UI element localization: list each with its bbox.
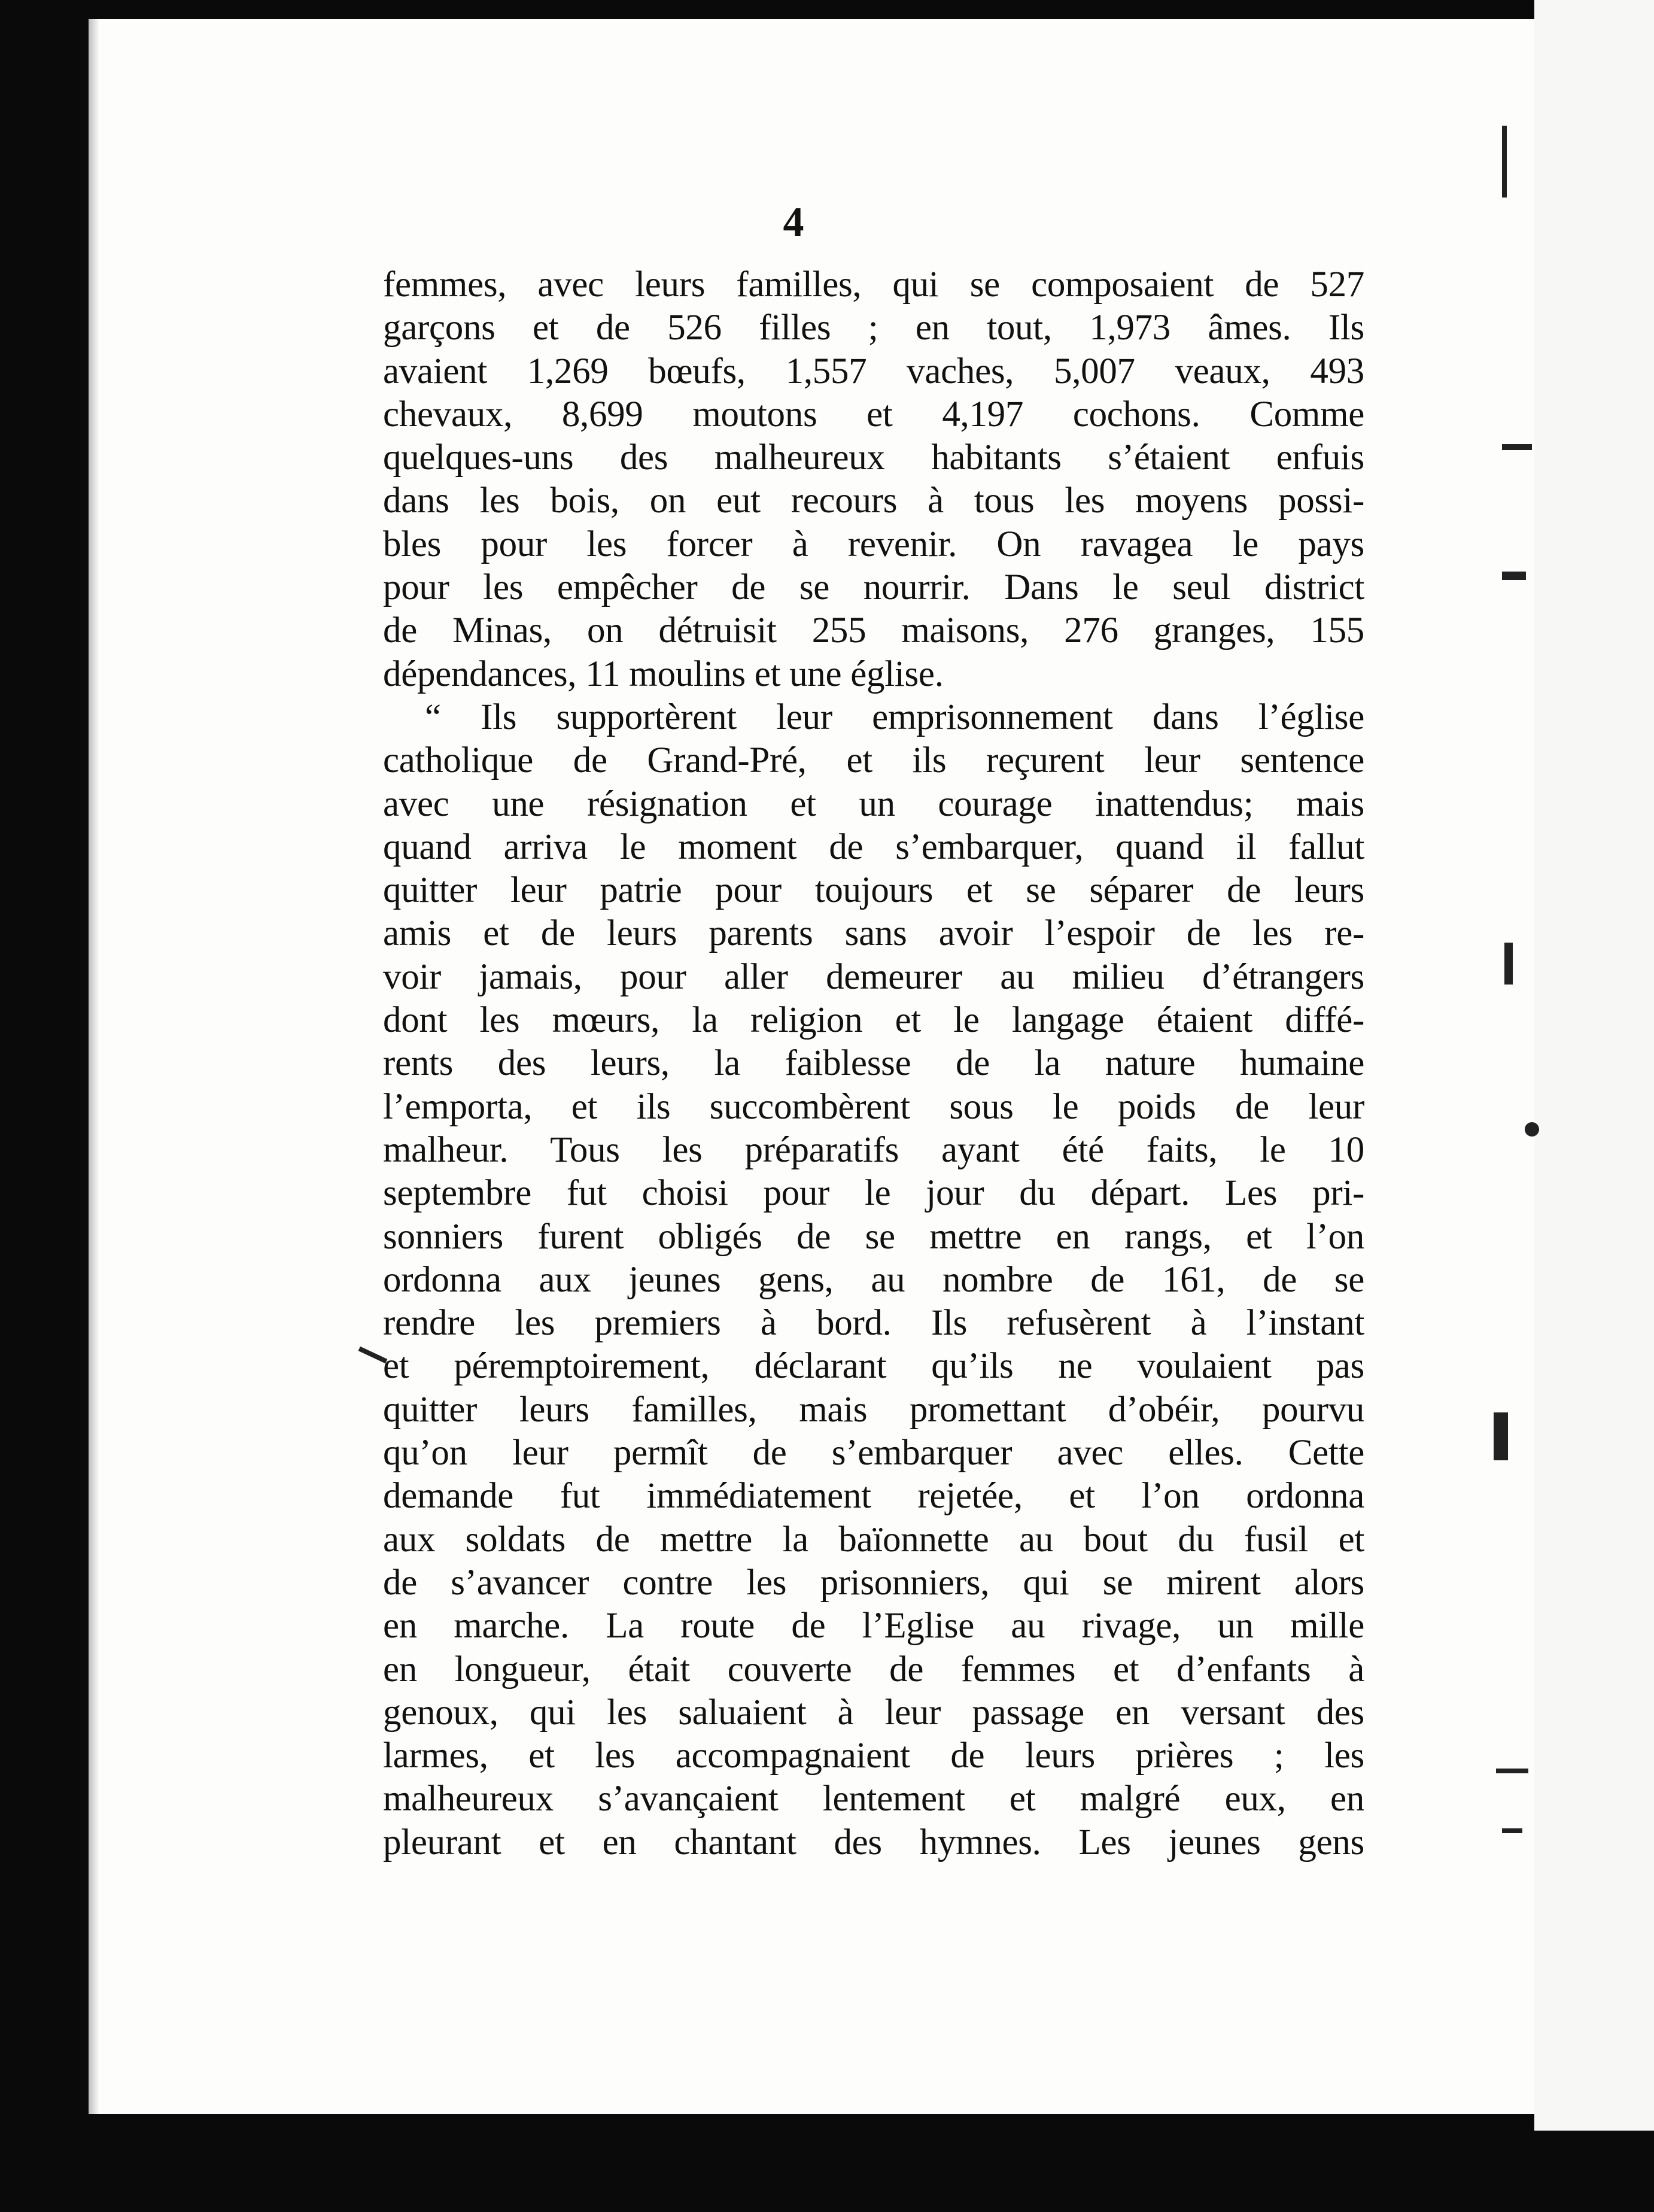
margin-artifact [1496,1769,1528,1773]
text-line: garçons et de 526 filles ; en tout, 1,973 âmes. Ils [383,308,1364,348]
margin-artifact [1494,1412,1508,1460]
text-line: avaient 1,269 bœufs, 1,557 vaches, 5,007 veaux, 493 [383,351,1364,391]
margin-artifact [1502,1828,1522,1833]
text-line: ordonna aux jeunes gens, au nombre de 161, de se [383,1259,1364,1300]
text-line: de s’avancer contre les prisonniers, qui se mirent alors [383,1562,1364,1603]
text-line: sonniers furent obligés de se mettre en rangs, et l’on [383,1216,1364,1257]
text-line: femmes, avec leurs familles, qui se composaient de 527 [383,265,1364,305]
text-line: quitter leur patrie pour toujours et se séparer de leurs [383,870,1364,911]
text-line: quand arriva le moment de s’embarquer, quand il fallut [383,827,1364,867]
right-margin-strip [1534,0,1654,2131]
text-line: septembre fut choisi pour le jour du départ. Les pri- [383,1173,1364,1214]
text-line: en longueur, était couverte de femmes et d’enfants à [383,1649,1364,1690]
text-line: chevaux, 8,699 moutons et 4,197 cochons. Comme [383,394,1364,434]
text-line: quelques-uns des malheureux habitants s’étaient enfuis [383,437,1364,478]
text-line: malheur. Tous les préparatifs ayant été faits, le 10 [383,1129,1364,1170]
text-line: en marche. La route de l’Eglise au rivage, un mille [383,1606,1364,1646]
text-line: de Minas, on détruisit 255 maisons, 276 granges, 155 [383,610,1364,651]
text-line: bles pour les forcer à revenir. On ravagea le pays [383,524,1364,564]
text-line: demande fut immédiatement rejetée, et l’on ordonna [383,1476,1364,1517]
text-line: et péremptoirement, déclarant qu’ils ne voulaient pas [383,1346,1364,1387]
text-line: dont les mœurs, la religion et le langage étaient diffé- [383,1000,1364,1041]
text-line: malheureux s’avançaient lentement et malgré eux, en [383,1779,1364,1819]
text-line: catholique de Grand-Pré, et ils reçurent leur sentence [383,740,1364,781]
text-line: dépendances, 11 moulins et une église. [383,654,944,694]
margin-artifact [1502,444,1532,450]
text-line: dans les bois, on eut recours à tous les moyens possi- [383,481,1364,521]
text-line: rents des leurs, la faiblesse de la nature humaine [383,1043,1364,1084]
text-line: qu’on leur permît de s’embarquer avec elles. Cette [383,1433,1364,1473]
page-number: 4 [783,199,804,245]
margin-artifact [1502,126,1507,198]
text-line: “ Ils supportèrent leur emprisonnement dans l’église [425,697,1364,737]
text-line: amis et de leurs parents sans avoir l’espoir de les re- [383,913,1364,954]
text-line: aux soldats de mettre la baïonnette au bout du fusil et [383,1519,1364,1560]
page-edge-shadow [89,19,99,2114]
text-line: genoux, qui les saluaient à leur passage en versant des [383,1692,1364,1733]
text-line: quitter leurs familles, mais promettant d’obéir, pourvu [383,1389,1364,1430]
text-line: larmes, et les accompagnaient de leurs prières ; les [383,1736,1364,1776]
text-line: avec une résignation et un courage inattendus; mais [383,783,1364,824]
margin-artifact [1504,943,1513,985]
text-line: voir jamais, pour aller demeurer au milieu d’étrangers [383,956,1364,997]
margin-artifact [1525,1122,1539,1137]
margin-artifact [1502,572,1526,580]
text-line: rendre les premiers à bord. Ils refusèrent à l’instant [383,1303,1364,1344]
text-line: pleurant et en chantant des hymnes. Les jeunes gens [383,1822,1364,1862]
body-text [383,263,1364,1864]
text-line: pour les empêcher de se nourrir. Dans le seul district [383,567,1364,608]
text-line: l’emporta, et ils succombèrent sous le poids de leur [383,1086,1364,1127]
